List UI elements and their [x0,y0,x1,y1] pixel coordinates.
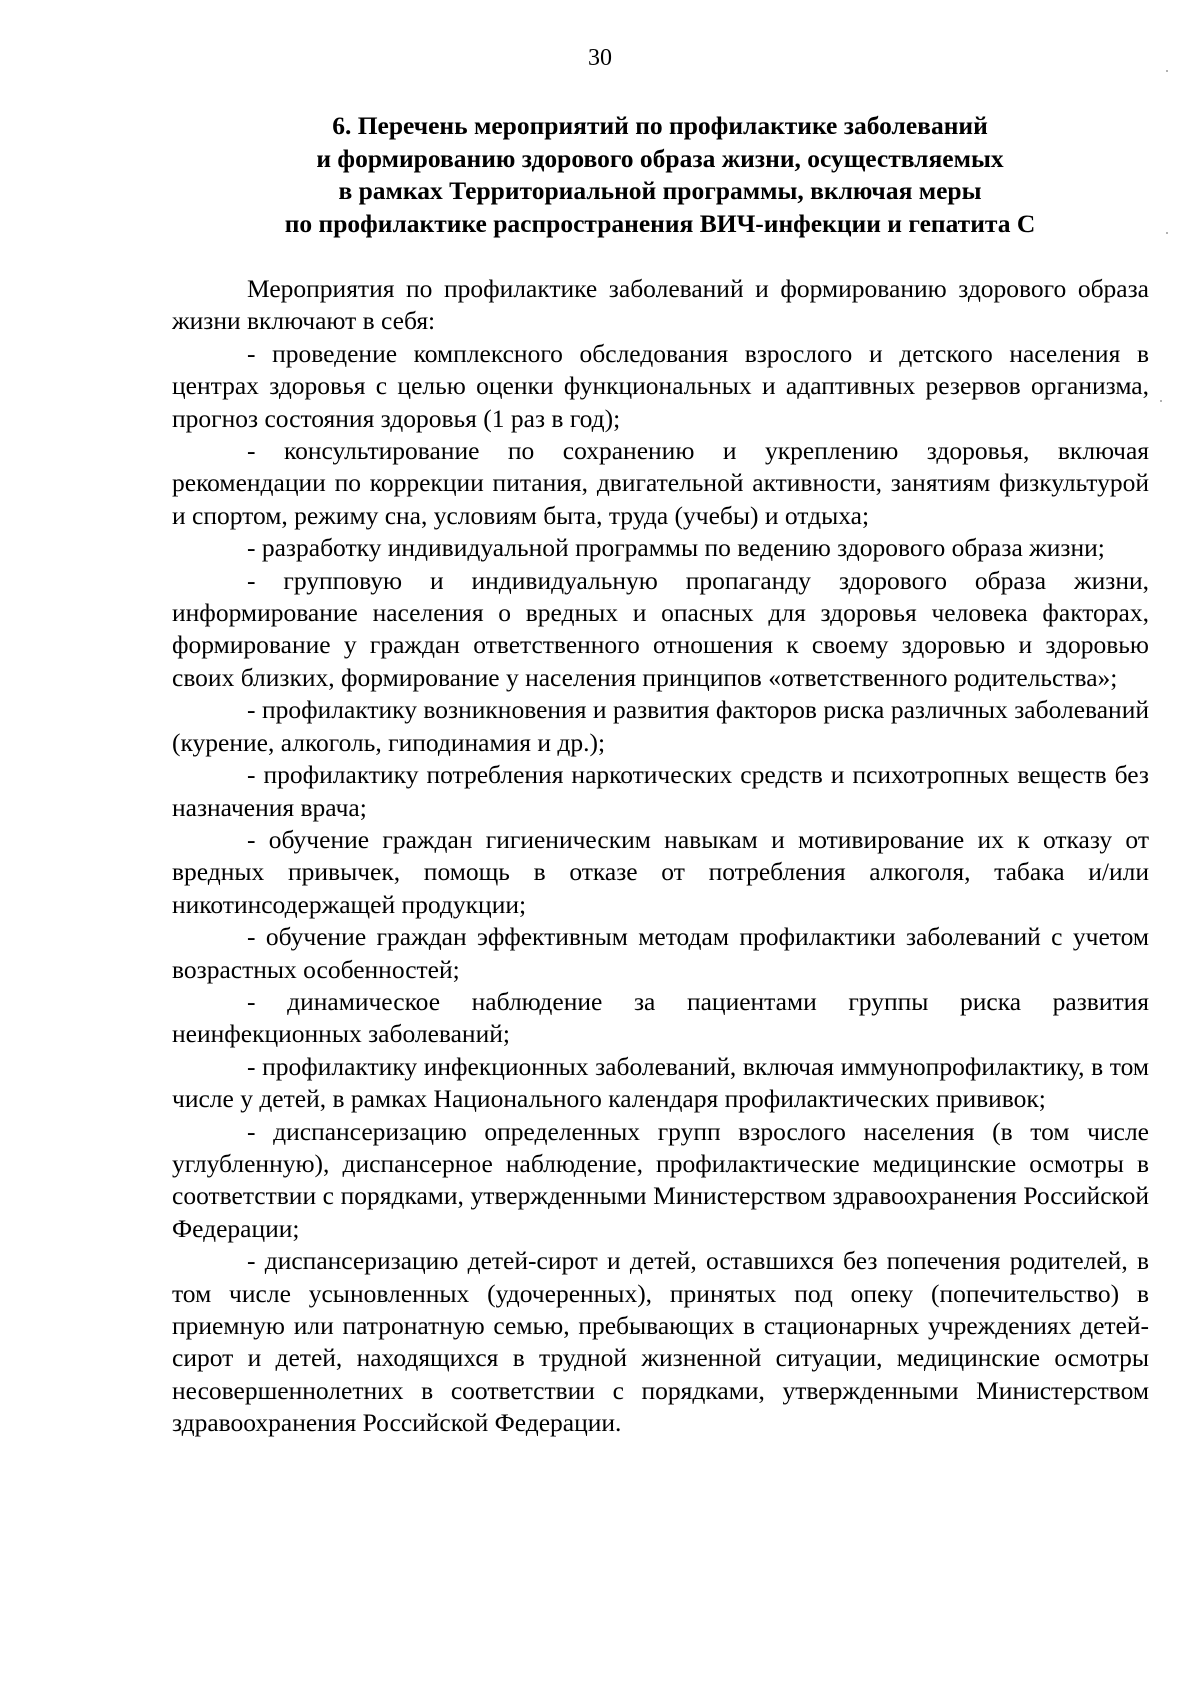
heading-line: по профилактике распространения ВИЧ-инфекции и гепатита С [284,208,1036,238]
list-item: - динамическое наблюдение за пациентами группы риска развития неинфекционных заболеваний; [172,986,1149,1049]
list-item: - диспансеризацию определенных групп взрослого населения (в том числе углубленную), диспансерное наблюдение, профилактические медицинские осмотры в соответствии с порядками, утвержденными Министерством здравоохранения Российской Федерации; [172,1116,1149,1243]
section-heading [170,110,1150,240]
scan-speck [1166,70,1168,72]
list-item: - диспансеризацию детей-сирот и детей, оставшихся без попечения родителей, в том числе усыновленных (удочеренных), принятых под опеку (попечительство) в приемную или патронатную семью, пребывающих в стационарных учреждениях детей-сирот и детей, находящихся в трудной жизненной ситуации, медицинские осмотры несовершеннолетних в соответствии с порядками, утвержденными Министерством здравоохранения Российской Федерации. [172,1246,1149,1438]
scan-speck [1166,232,1168,234]
scan-speck [1160,400,1162,402]
list-item: - проведение комплексного обследования взрослого и детского населения в центрах здоровья с целью оценки функциональных и адаптивных резервов организма, прогноз состояния здоровья (1 раз в год); [172,338,1149,433]
body-text [172,273,1149,1440]
intro-paragraph: Мероприятия по профилактике заболеваний и формированию здорового образа жизни включают в себя: [172,274,1149,336]
list-item: - обучение граждан гигиеническим навыкам и мотивирование их к отказу от вредных привычек, помощь в отказе от потребления алкоголя, табака и/или никотинсодержащей продукции; [172,824,1149,919]
list-item: - разработку индивидуальной программы по ведению здорового образа жизни; [247,533,1105,563]
list-item: - профилактику инфекционных заболеваний, включая иммунопрофилактику, в том числе у детей, в рамках Национального календаря профилактических прививок; [172,1051,1149,1114]
heading-line: и формированию здорового образа жизни, осуществляемых [316,143,1004,173]
list-item: - профилактику возникновения и развития факторов риска различных заболеваний (курение, алкоголь, гиподинамия и др.); [172,695,1149,757]
heading-line: в рамках Территориальной программы, включая меры [338,176,982,205]
list-item: - групповую и индивидуальную пропаганду здорового образа жизни, информирование населения о вредных и опасных для здоровья человека факторах, формирование у граждан ответственного отношения к своему здоровью и здоровью своих близких, формирование у населения принципов «ответственного родительства»; [172,565,1149,692]
heading-line: 6. Перечень мероприятий по профилактике заболеваний [332,111,988,140]
list-item: - профилактику потребления наркотических средств и психотропных веществ без назначения врача; [172,760,1149,822]
list-item: - обучение граждан эффективным методам профилактики заболеваний с учетом возрастных особенностей; [172,922,1149,984]
list-item: - консультирование по сохранению и укреплению здоровья, включая рекомендации по коррекции питания, двигательной активности, занятиям физкультурой и спортом, режиму сна, условиям быта, труда (учебы) и отдыха; [172,436,1149,530]
page-number: 30 [588,45,612,71]
